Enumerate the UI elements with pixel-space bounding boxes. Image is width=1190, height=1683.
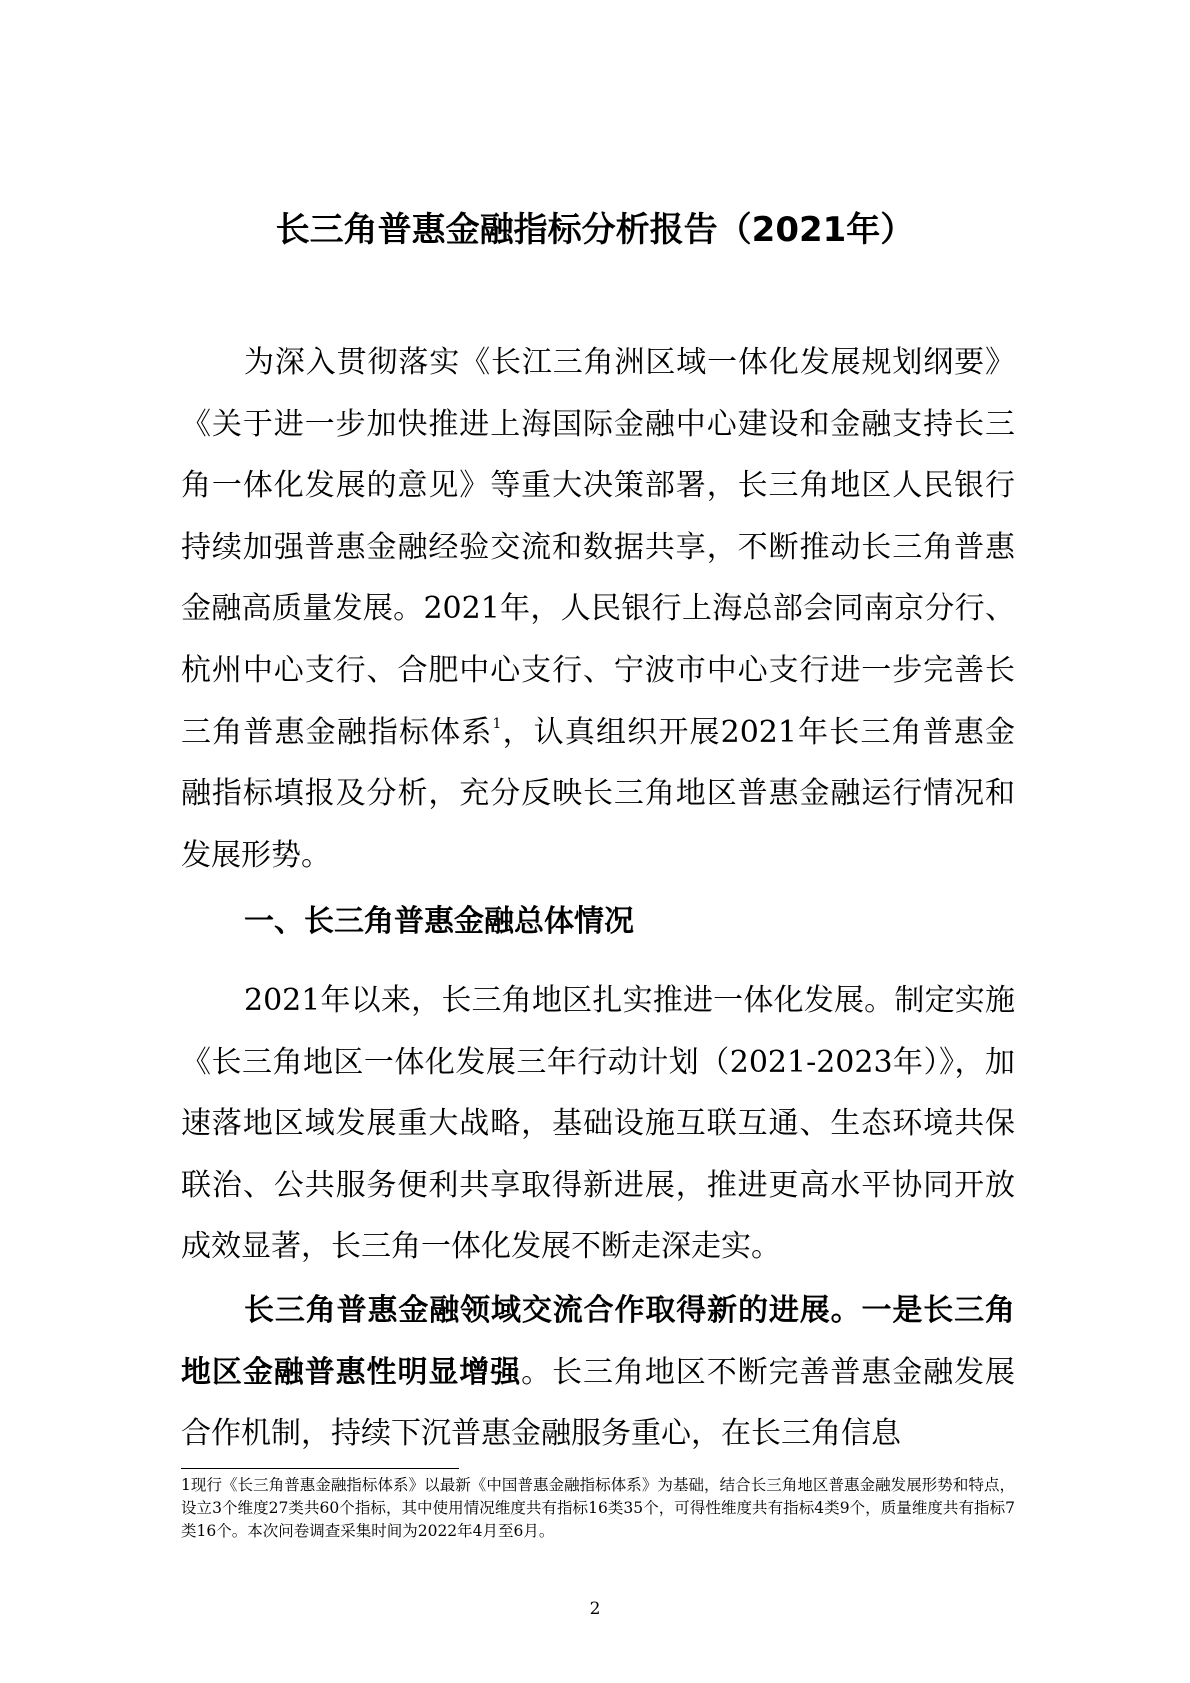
cooperation-paragraph	[181, 1280, 1015, 1466]
page-number: 2	[589, 1599, 601, 1619]
footnote-text: 1现行《长三角普惠金融指标体系》以最新《中国普惠金融指标体系》为基础，结合长三角地区普惠金融发展形势和特点，设立3个维度27类共60个指标，其中使用情况维度共有指标16类35个，可得性维度共有指标4类9个，质量维度共有指标7类16个。本次问卷调查采集时间为2022年4月至6月。	[181, 1476, 1015, 1540]
footnote-divider	[181, 1468, 459, 1469]
footnote-reference[interactable]: 1	[492, 715, 502, 732]
intro-text-before-ref: 为深入贯彻落实《长江三角洲区域一体化发展规划纲要》《关于进一步加快推进上海国际金融中心建设和金融支持长三角一体化发展的意见》等重大决策部署，长三角地区人民银行持续加强普惠金融经验交流和数据共享，不断推动长三角普惠金融高质量发展。2021年，人民银行上海总部会同南京分行、杭州中心支行、合肥中心支行、宁波市中心支行进一步完善长三角普惠金融指标体系	[181, 345, 1015, 750]
overview-paragraph: 2021年以来，长三角地区扎实推进一体化发展。制定实施《长三角地区一体化发展三年行动计划（2021-2023年）》，加速落地区域发展重大战略，基础设施互联互通、生态环境共保联治、公共服务便利共享取得新进展，推进更高水平协同开放成效显著，长三角一体化发展不断走深走实。	[181, 983, 1015, 1265]
cooperation-lead-sentence: 长三角普惠金融领域交流合作取得新的进展。	[244, 1293, 862, 1328]
point-one-heading: 一是长三角地区金融普惠性明显增强	[181, 1293, 1015, 1390]
intro-text-after-ref: ，认真组织开展2021年长三角普惠金融指标填报及分析，充分反映长三角地区普惠金融运行情况和发展形势。	[181, 714, 1016, 873]
cooperation-text: 。长三角地区不断完善普惠金融发展合作机制，持续下沉普惠金融服务重心，在长三角信息	[181, 1354, 1015, 1452]
intro-paragraph	[181, 332, 1015, 886]
document-title: 长三角普惠金融指标分析报告（2021年）	[275, 210, 915, 250]
section-heading-overview: 一、长三角普惠金融总体情况	[244, 904, 634, 939]
